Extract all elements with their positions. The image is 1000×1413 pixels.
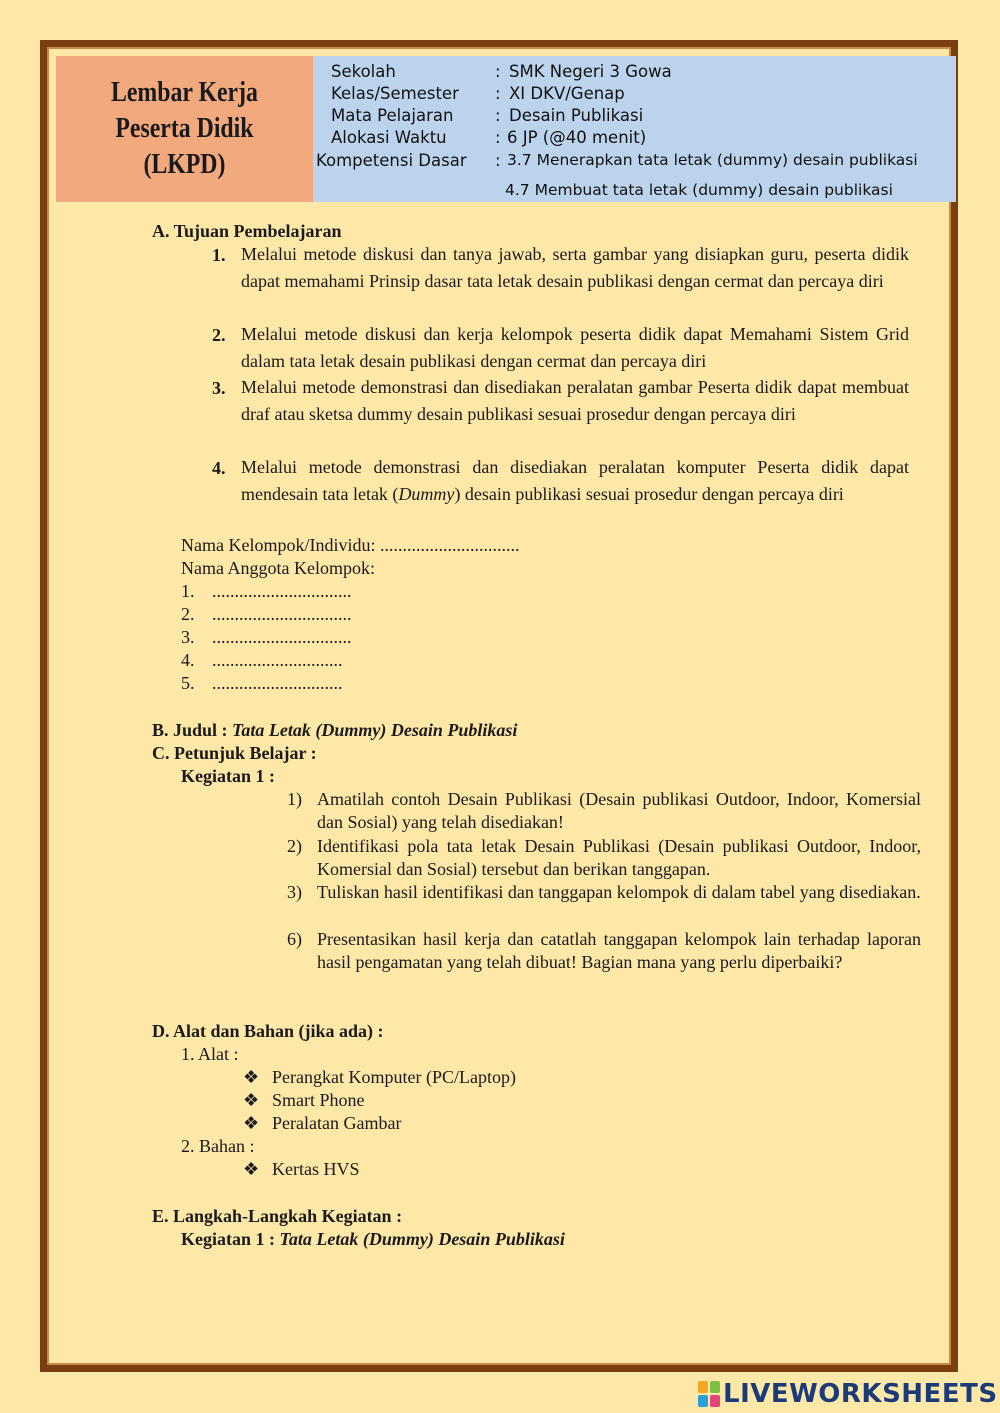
section-d-heading: D. Alat dan Bahan (jika ada) : — [152, 1021, 384, 1041]
member-blank[interactable]: ............................. — [212, 650, 343, 670]
objective-text-part: ) desain publikasi sesuai prosedur dengan percaya diri — [454, 483, 844, 504]
section-b-label: B. Judul : — [152, 720, 233, 740]
objective-text-italic: Dummy — [398, 483, 455, 504]
section-e-heading: E. Langkah-Langkah Kegiatan : — [152, 1206, 403, 1226]
section-e-activity-label: Kegiatan 1 : — [181, 1229, 280, 1249]
section-b-title: Tata Letak (Dummy) Desain Publikasi — [232, 720, 518, 740]
section-c-activity-label: Kegiatan 1 : — [181, 766, 275, 786]
tool-item — [243, 1066, 516, 1089]
step-text: Amatilah contoh Desain Publikasi (Desain publikasi Outdoor, Indoor, Komersial dan Sosial) yang telah disediakan! — [317, 789, 921, 832]
info-label: Mata Pelajaran — [331, 106, 454, 125]
step-text: Presentasikan hasil kerja dan catatlah tanggapan kelompok lain terhadap laporan hasil pengamatan yang telah dibuat! Bagian mana yang perlu diperbaiki? — [317, 929, 921, 972]
material-item — [243, 1158, 360, 1181]
bullet-icon: ❖ — [243, 1090, 260, 1110]
info-value: XI DKV/Genap — [509, 84, 625, 103]
member-blank[interactable]: ............................. — [212, 673, 343, 693]
member-row[interactable] — [181, 626, 352, 649]
info-label: Kelas/Semester — [331, 84, 459, 103]
section-c-heading: C. Petunjuk Belajar : — [152, 743, 317, 763]
info-sep: : — [495, 84, 501, 103]
objective-number: 3. — [212, 378, 226, 398]
tool-text: Peralatan Gambar — [272, 1113, 402, 1133]
info-sep: : — [495, 106, 501, 125]
tool-text: Perangkat Komputer (PC/Laptop) — [272, 1067, 516, 1087]
member-row[interactable] — [181, 603, 352, 626]
member-number: 5. — [181, 673, 195, 693]
section-a-heading: A. Tujuan Pembelajaran — [152, 221, 342, 241]
info-value: SMK Negeri 3 Gowa — [509, 62, 672, 81]
step-text: Identifikasi pola tata letak Desain Publikasi (Desain publikasi Outdoor, Indoor, Komersial dan Sosial) tersebut dan berikan tanggapan. — [317, 836, 921, 879]
tools-label: 1. Alat : — [181, 1044, 239, 1064]
step-text: Tuliskan hasil identifikasi dan tanggapan kelompok di dalam tabel yang disediakan. — [317, 882, 921, 902]
info-sep: : — [495, 151, 501, 170]
materials-label: 2. Bahan : — [181, 1136, 255, 1156]
member-blank[interactable]: ............................... — [212, 604, 352, 624]
step-number: 3) — [287, 882, 302, 902]
step-number: 2) — [287, 836, 302, 856]
section-e-activity — [181, 1228, 565, 1251]
liveworksheets-logo-icon — [698, 1381, 720, 1407]
info-box — [313, 56, 956, 202]
material-text: Kertas HVS — [272, 1159, 360, 1179]
member-row[interactable] — [181, 580, 352, 603]
step-number: 6) — [287, 929, 302, 949]
bullet-icon: ❖ — [243, 1067, 260, 1087]
title-line-3: (LKPD) — [143, 149, 226, 180]
bullet-icon: ❖ — [243, 1113, 260, 1133]
member-blank[interactable]: ............................... — [212, 581, 352, 601]
group-name-field[interactable]: Nama Kelompok/Individu: ............................... — [181, 535, 520, 555]
objective-number: 1. — [212, 245, 226, 265]
section-b-heading — [152, 719, 517, 742]
step-number: 1) — [287, 789, 302, 809]
info-value: Desain Publikasi — [509, 106, 644, 125]
title-box — [56, 56, 313, 202]
objective-number: 4. — [212, 458, 226, 478]
liveworksheets-logo-text: LIVEWORKSHEETS — [723, 1379, 998, 1409]
title-line-1: Lembar Kerja — [111, 77, 258, 108]
tool-text: Smart Phone — [272, 1090, 365, 1110]
member-number: 3. — [181, 627, 195, 647]
member-row[interactable] — [181, 649, 343, 672]
objective-text: Melalui metode diskusi dan tanya jawab, serta gambar yang disiapkan guru, peserta didik dapat memahami Prinsip dasar tata letak desain publikasi dengan cermat dan percaya diri — [241, 244, 909, 291]
info-sep: : — [495, 128, 501, 147]
title-line-2: Peserta Didik — [115, 113, 254, 144]
info-label: Alokasi Waktu — [331, 128, 447, 147]
tool-item — [243, 1112, 402, 1135]
tool-item — [243, 1089, 365, 1112]
member-row[interactable] — [181, 672, 343, 695]
info-kd-2: 4.7 Membuat tata letak (dummy) desain publikasi — [505, 181, 893, 199]
member-number: 2. — [181, 604, 195, 624]
member-number: 1. — [181, 581, 195, 601]
member-blank[interactable]: ............................... — [212, 627, 352, 647]
objective-text — [241, 454, 909, 507]
members-label: Nama Anggota Kelompok: — [181, 558, 375, 578]
info-label: Sekolah — [331, 62, 396, 81]
objective-number: 2. — [212, 325, 226, 345]
member-number: 4. — [181, 650, 195, 670]
objective-text: Melalui metode diskusi dan kerja kelompok peserta didik dapat Memahami Sistem Grid dalam tata letak desain publikasi dengan cermat dan percaya diri — [241, 324, 909, 371]
objective-text: Melalui metode demonstrasi dan disediakan peralatan gambar Peserta didik dapat membuat draf atau sketsa dummy desain publikasi sesuai prosedur dengan percaya diri — [241, 377, 909, 424]
info-sep: : — [495, 62, 501, 81]
info-label: Kompetensi Dasar — [316, 151, 467, 170]
info-value: 3.7 Menerapkan tata letak (dummy) desain publikasi — [507, 151, 918, 169]
section-e-activity-title: Tata Letak (Dummy) Desain Publikasi — [279, 1229, 565, 1249]
bullet-icon: ❖ — [243, 1159, 260, 1179]
objective-text-part: Melalui metode demonstrasi dan disediakan peralatan komputer Peserta didik dapat mendesain tata letak ( — [241, 457, 909, 504]
liveworksheets-logo[interactable] — [698, 1378, 998, 1410]
info-value: 6 JP (@40 menit) — [507, 128, 647, 147]
